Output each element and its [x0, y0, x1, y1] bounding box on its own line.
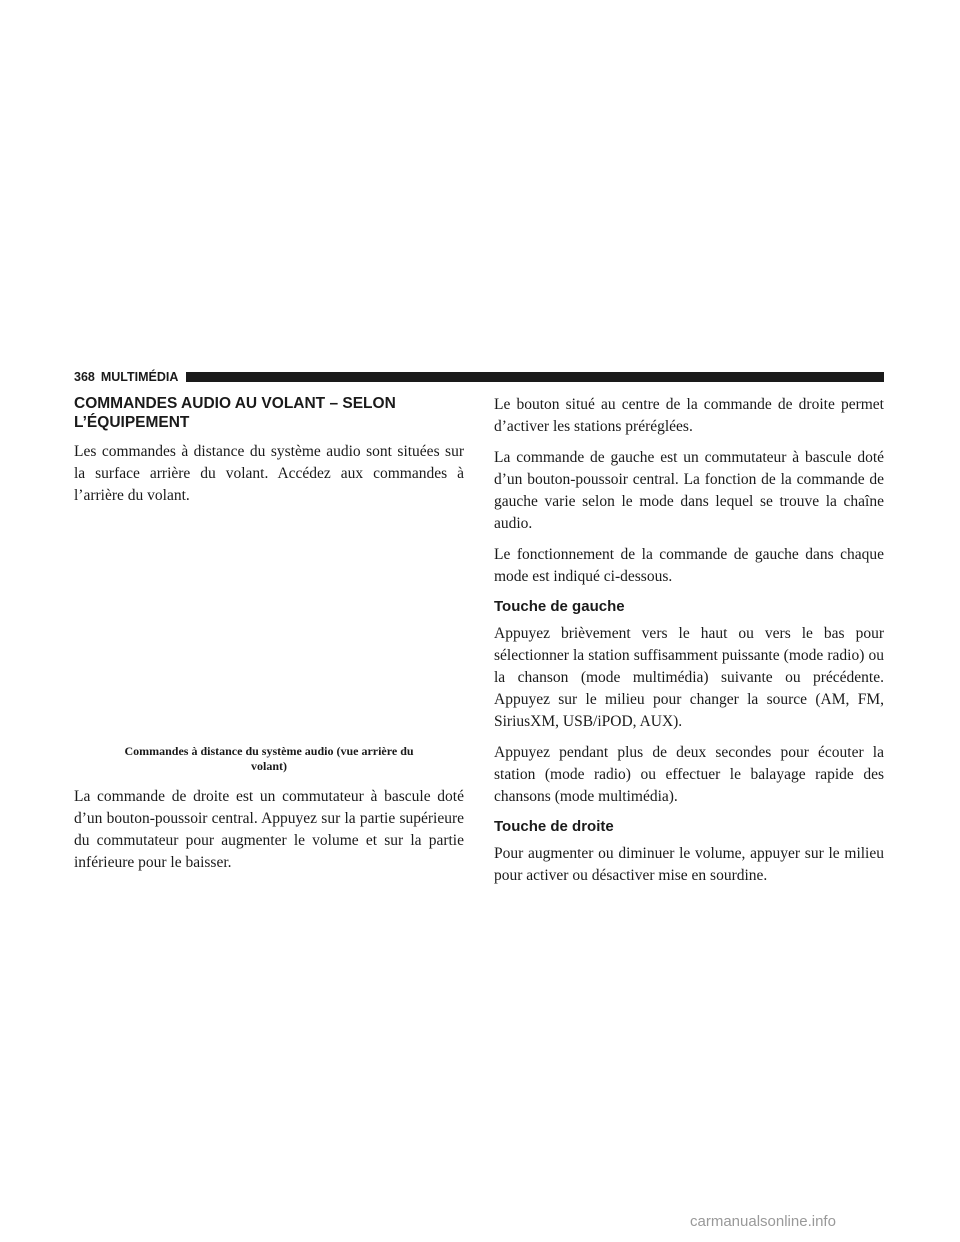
right-key-heading: Touche de droite: [494, 818, 614, 835]
left-control-paragraph: La commande de gauche est un commutateur à bascule doté d’un bouton-poussoir central. La fonction de la commande de gauche varie selon le mode dans lequel se trouve la chaîne audio.: [494, 449, 884, 532]
page-number: 368: [74, 370, 95, 384]
right-column: [494, 394, 884, 896]
intro-paragraph: Les commandes à distance du système audio sont situées sur la surface arrière du volant. Accédez aux commandes à l’arrière du volant.: [74, 443, 464, 504]
section-title: [74, 394, 464, 432]
figure-caption: [74, 744, 464, 774]
figure-caption-line2: volant): [251, 759, 287, 773]
section-name: MULTIMÉDIA: [100, 370, 179, 384]
steering-wheel-figure: [74, 516, 464, 738]
left-key-paragraph: Appuyez brièvement vers le haut ou vers le bas pour sélectionner la station suffisamment puissante (mode radio) ou la chanson (mode multimédia) suivante ou précédente. Appuyez sur le milieu pour changer la source (AM, FM, SiriusXM, USB/iPOD, AUX).: [494, 625, 884, 730]
watermark: carmanualsonline.info: [690, 1213, 836, 1230]
page-header: [74, 366, 884, 388]
mode-paragraph: Le fonctionnement de la commande de gauche dans chaque mode est indiqué ci-dessous.: [494, 546, 884, 585]
left-column: [74, 394, 464, 883]
right-control-paragraph: La commande de droite est un commutateur à bascule doté d’un bouton-poussoir central. Appuyez sur la partie supérieure du commutateur pour augmenter le volume et sur la partie inférieure pour le baisser.: [74, 788, 464, 871]
right-key-paragraph: Pour augmenter ou diminuer le volume, appuyer sur le milieu pour activer ou désactiver mise en sourdine.: [494, 845, 884, 884]
preset-paragraph: Le bouton situé au centre de la commande de droite permet d’activer les stations préréglées.: [494, 396, 884, 435]
section-title-line2: L’ÉQUIPEMENT: [74, 414, 190, 431]
figure-caption-line1: Commandes à distance du système audio (vue arrière du: [124, 744, 414, 758]
left-key-long-press-paragraph: Appuyez pendant plus de deux secondes pour écouter la station (mode radio) ou effectuer le balayage rapide des chansons (mode multimédia).: [494, 744, 884, 805]
left-key-heading: Touche de gauche: [494, 598, 625, 615]
section-title-line1: COMMANDES AUDIO AU VOLANT – SELON: [74, 395, 396, 412]
header-rule: [186, 372, 884, 382]
